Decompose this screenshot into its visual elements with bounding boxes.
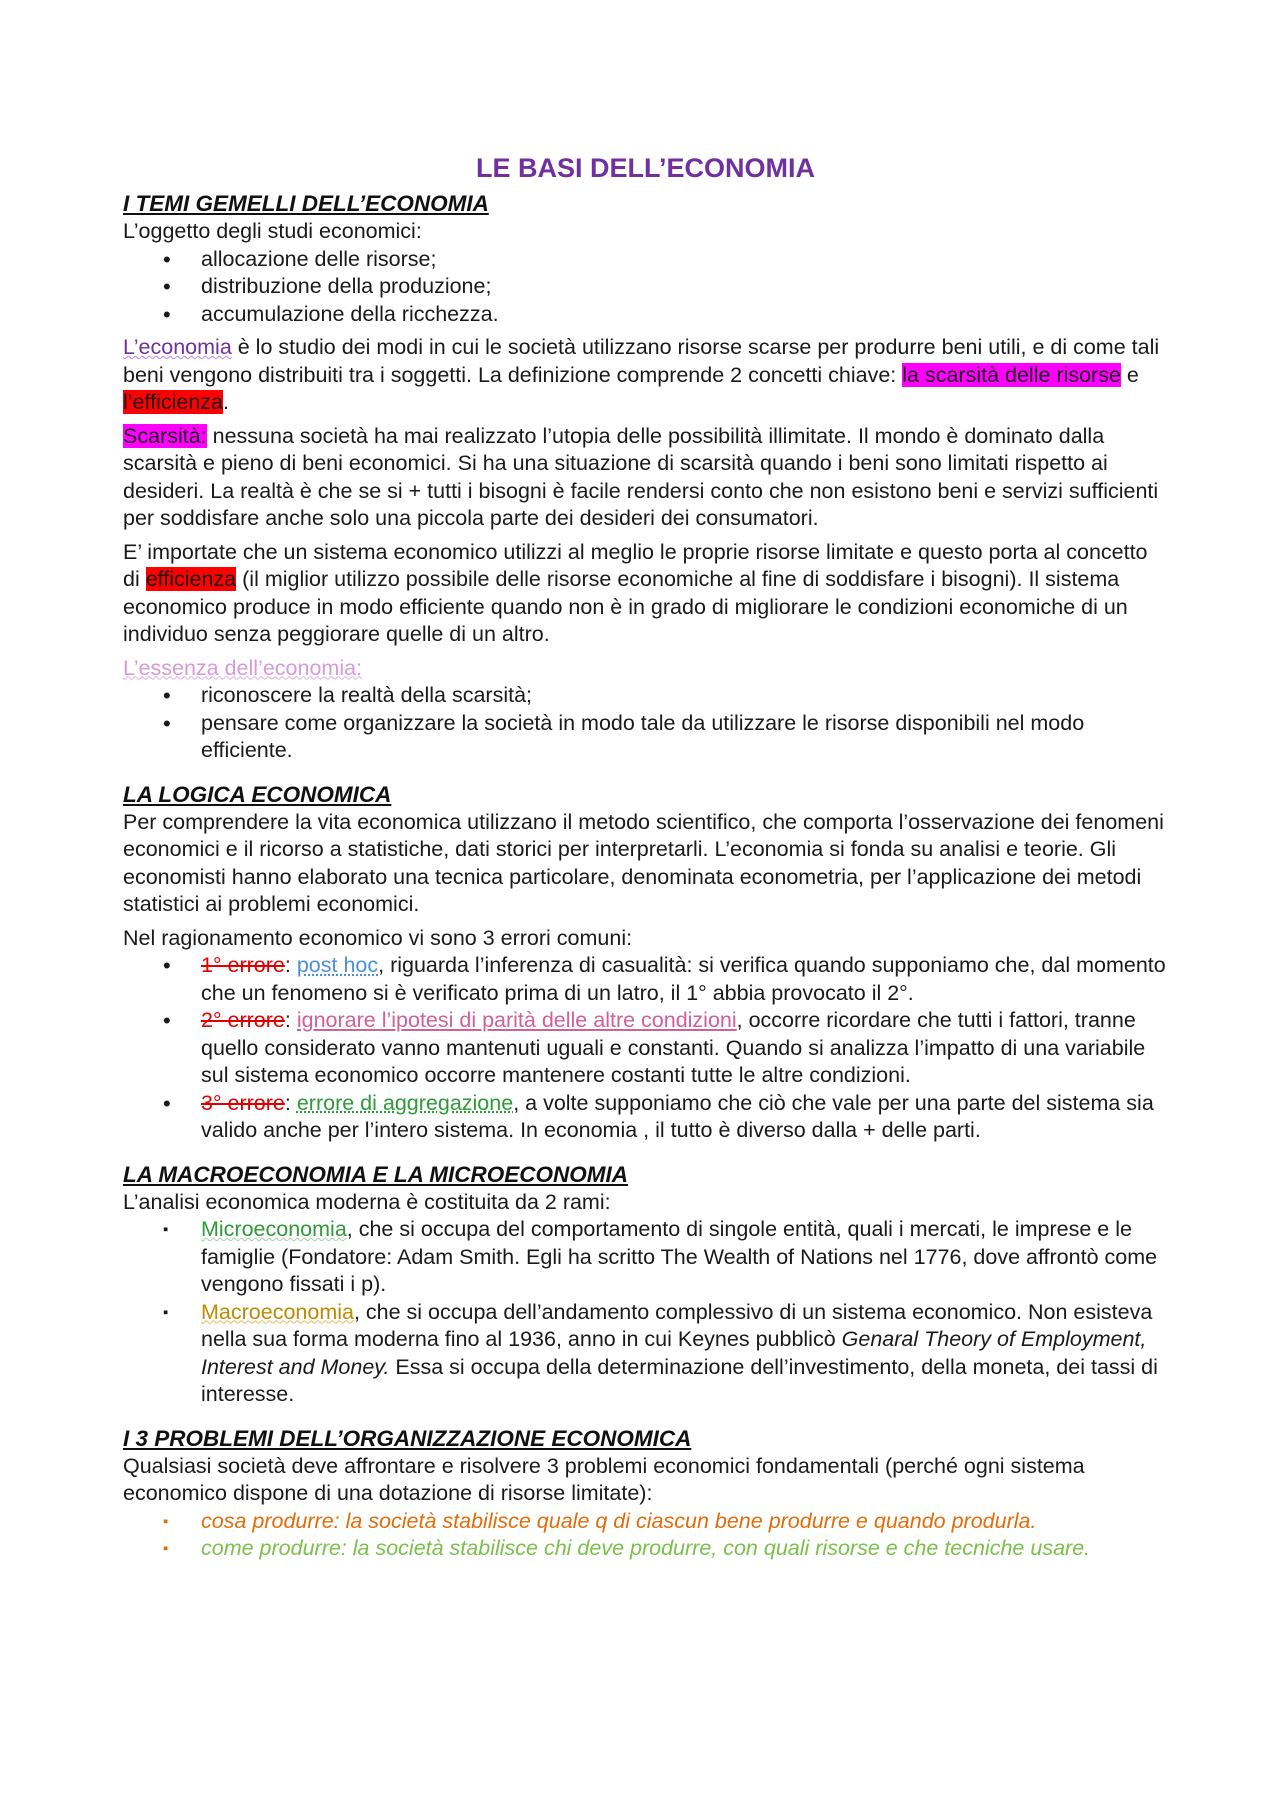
paragraph-definizione: L’economia è lo studio dei modi in cui le società utilizzano risorse scarse per produrre beni utili, e di come tali beni vengono distribuiti tra i soggetti. La definizione comprende 2 concetti chiave: la scarsità delle risorse e l’efficienza. [123, 335, 1160, 414]
paragraph-scarsita: Scarsità: nessuna società ha mai realizzato l’utopia delle possibilità illimitate. Il mondo è dominato dalla scarsità e pieno di beni economici. Si ha una situazione di scarsità quando i beni sono limitati rispetto ai desideri. La realtà è che se si + tutti i bisogni è facile rendersi conto che non esistono beni e servizi sufficienti per soddisfare anche solo una piccola parte dei desideri dei consumatori. [123, 423, 1159, 530]
term-economia: L’economia [123, 335, 232, 359]
term-post-hoc: post hoc [296, 953, 379, 977]
term-parita: ignorare l’ipotesi di parità delle altre condizioni [296, 1008, 737, 1032]
list-item: • allocazione delle risorse; [123, 246, 1168, 274]
list-item-errore-2: • 2° errore: ignorare l’ipotesi di parità delle altre condizioni, occorre ricordare che tutti i fattori, tranne quello considerato vanno mantenuti uguali e constanti. Quando si analizza l’impatto di una variabile sul sistema economico occorre mantenere costanti tutte le altre condizioni. [123, 1007, 1168, 1090]
list-item-errore-3: • 3° errore: errore di aggregazione, a volte supponiamo che ciò che vale per una parte del sistema sia valido anche per l’intero sistema. In economia , il tutto è diverso dalla + delle parti. [123, 1090, 1168, 1145]
list-item-come: ▪ come produrre: la società stabilisce chi deve produrre, con quali risorse e che tecniche usare. [123, 1535, 1168, 1563]
list-item: • distribuzione della produzione; [123, 273, 1168, 301]
term-macroeconomia: Macroeconomia [201, 1299, 354, 1324]
term-scarsita: Scarsità: [123, 423, 207, 448]
list-item: • riconoscere la realtà della scarsità; [123, 682, 1168, 710]
list-item-micro: ▪ Microeconomia, che si occupa del comportamento di singole entità, quali i mercati, le imprese e le famiglie (Fondatore: Adam Smith. Egli ha scritto The Wealth of Nations nel 1776, dove affrontò come vengono fissati i p). [123, 1216, 1168, 1299]
list-item-cosa: ▪ cosa produrre: la società stabilisce quale q di ciascun bene produrre e quando produrla. [123, 1508, 1168, 1536]
bullet-list-errori [123, 952, 1168, 1145]
paragraph-metodo: Per comprendere la vita economica utilizzano il metodo scientifico, che comporta l’osservazione dei fenomeni economici e il ricorso a statistiche, dati storici per interpretarli. L’economia si fonda su analisi e teorie. Gli economisti hanno elaborato una tecnica particolare, denominata econometria, per l’applicazione dei metodi statistici ai problemi economici. [123, 809, 1164, 916]
paragraph-errori: Nel ragionamento economico vi sono 3 errori comuni: [123, 925, 633, 950]
term-microeconomia: Microeconomia [201, 1217, 347, 1241]
highlight-scarsita: la scarsità delle risorse [902, 362, 1121, 387]
bullet-list-problemi [123, 1508, 1168, 1563]
paragraph-efficienza: E’ importate che un sistema economico utilizzi al meglio le proprie risorse limitate e questo porta al concetto di efficienza (il miglior utilizzo possibile delle risorse economiche al fine di soddisfare i bisogni). Il sistema economico produce in modo efficiente quando non è in grado di migliorare le condizioni economiche di un individuo senza peggiorare quelle di un altro. [123, 539, 1148, 646]
page-title: LE BASI DELL’ECONOMIA [475, 153, 816, 183]
term-aggregazione: errore di aggregazione [296, 1090, 514, 1115]
bullet-list-oggetto [123, 246, 1168, 329]
list-item: • pensare come organizzare la società in modo tale da utilizzare le risorse disponibili nel modo efficiente. [123, 710, 1168, 765]
list-item-errore-1: • 1° errore: post hoc, riguarda l’inferenza di casualità: si verifica quando supponiamo che, dal momento che un fenomeno si è verificato prima di un latro, il 1° abbia provocato il 2°. [123, 952, 1168, 1007]
bullet-list-essenza [123, 682, 1168, 765]
paragraph-problemi: Qualsiasi società deve affrontare e risolvere 3 problemi economici fondamentali (perché ogni sistema economico dispone di una dotazione di risorse limitate): [123, 1453, 1085, 1505]
bullet-list-rami [123, 1216, 1168, 1409]
term-efficienza: efficienza [145, 567, 237, 591]
list-item: • accumulazione della ricchezza. [123, 301, 1168, 329]
paragraph-essenza [123, 655, 1168, 683]
document-page [123, 150, 1168, 1563]
list-item-macro: ▪ Macroeconomia, che si occupa dell’andamento complessivo di un sistema economico. Non esisteva nella sua forma moderna fino al 1936, anno in cui Keynes pubblicò Genaral Theory of Employment, Interest and Money. Essa si occupa della determinazione dell’investimento, della moneta, dei tassi di interesse. [123, 1299, 1168, 1409]
paragraph-rami: L’analisi economica moderna è costituita da 2 rami: [123, 1189, 611, 1214]
paragraph-oggetto: L’oggetto degli studi economici: [123, 219, 422, 243]
section-heading-macro-micro: LA MACROECONOMIA E LA MICROECONOMIA [123, 1161, 628, 1187]
highlight-efficienza: l’efficienza [123, 390, 223, 414]
section-heading-logica: LA LOGICA ECONOMICA [123, 781, 392, 807]
section-heading-temi-gemelli: I TEMI GEMELLI DELL’ECONOMIA [123, 191, 489, 216]
section-heading-problemi: I 3 PROBLEMI DELL’ORGANIZZAZIONE ECONOMICA [123, 1425, 692, 1451]
term-essenza: L’essenza dell’economia: [123, 655, 363, 680]
